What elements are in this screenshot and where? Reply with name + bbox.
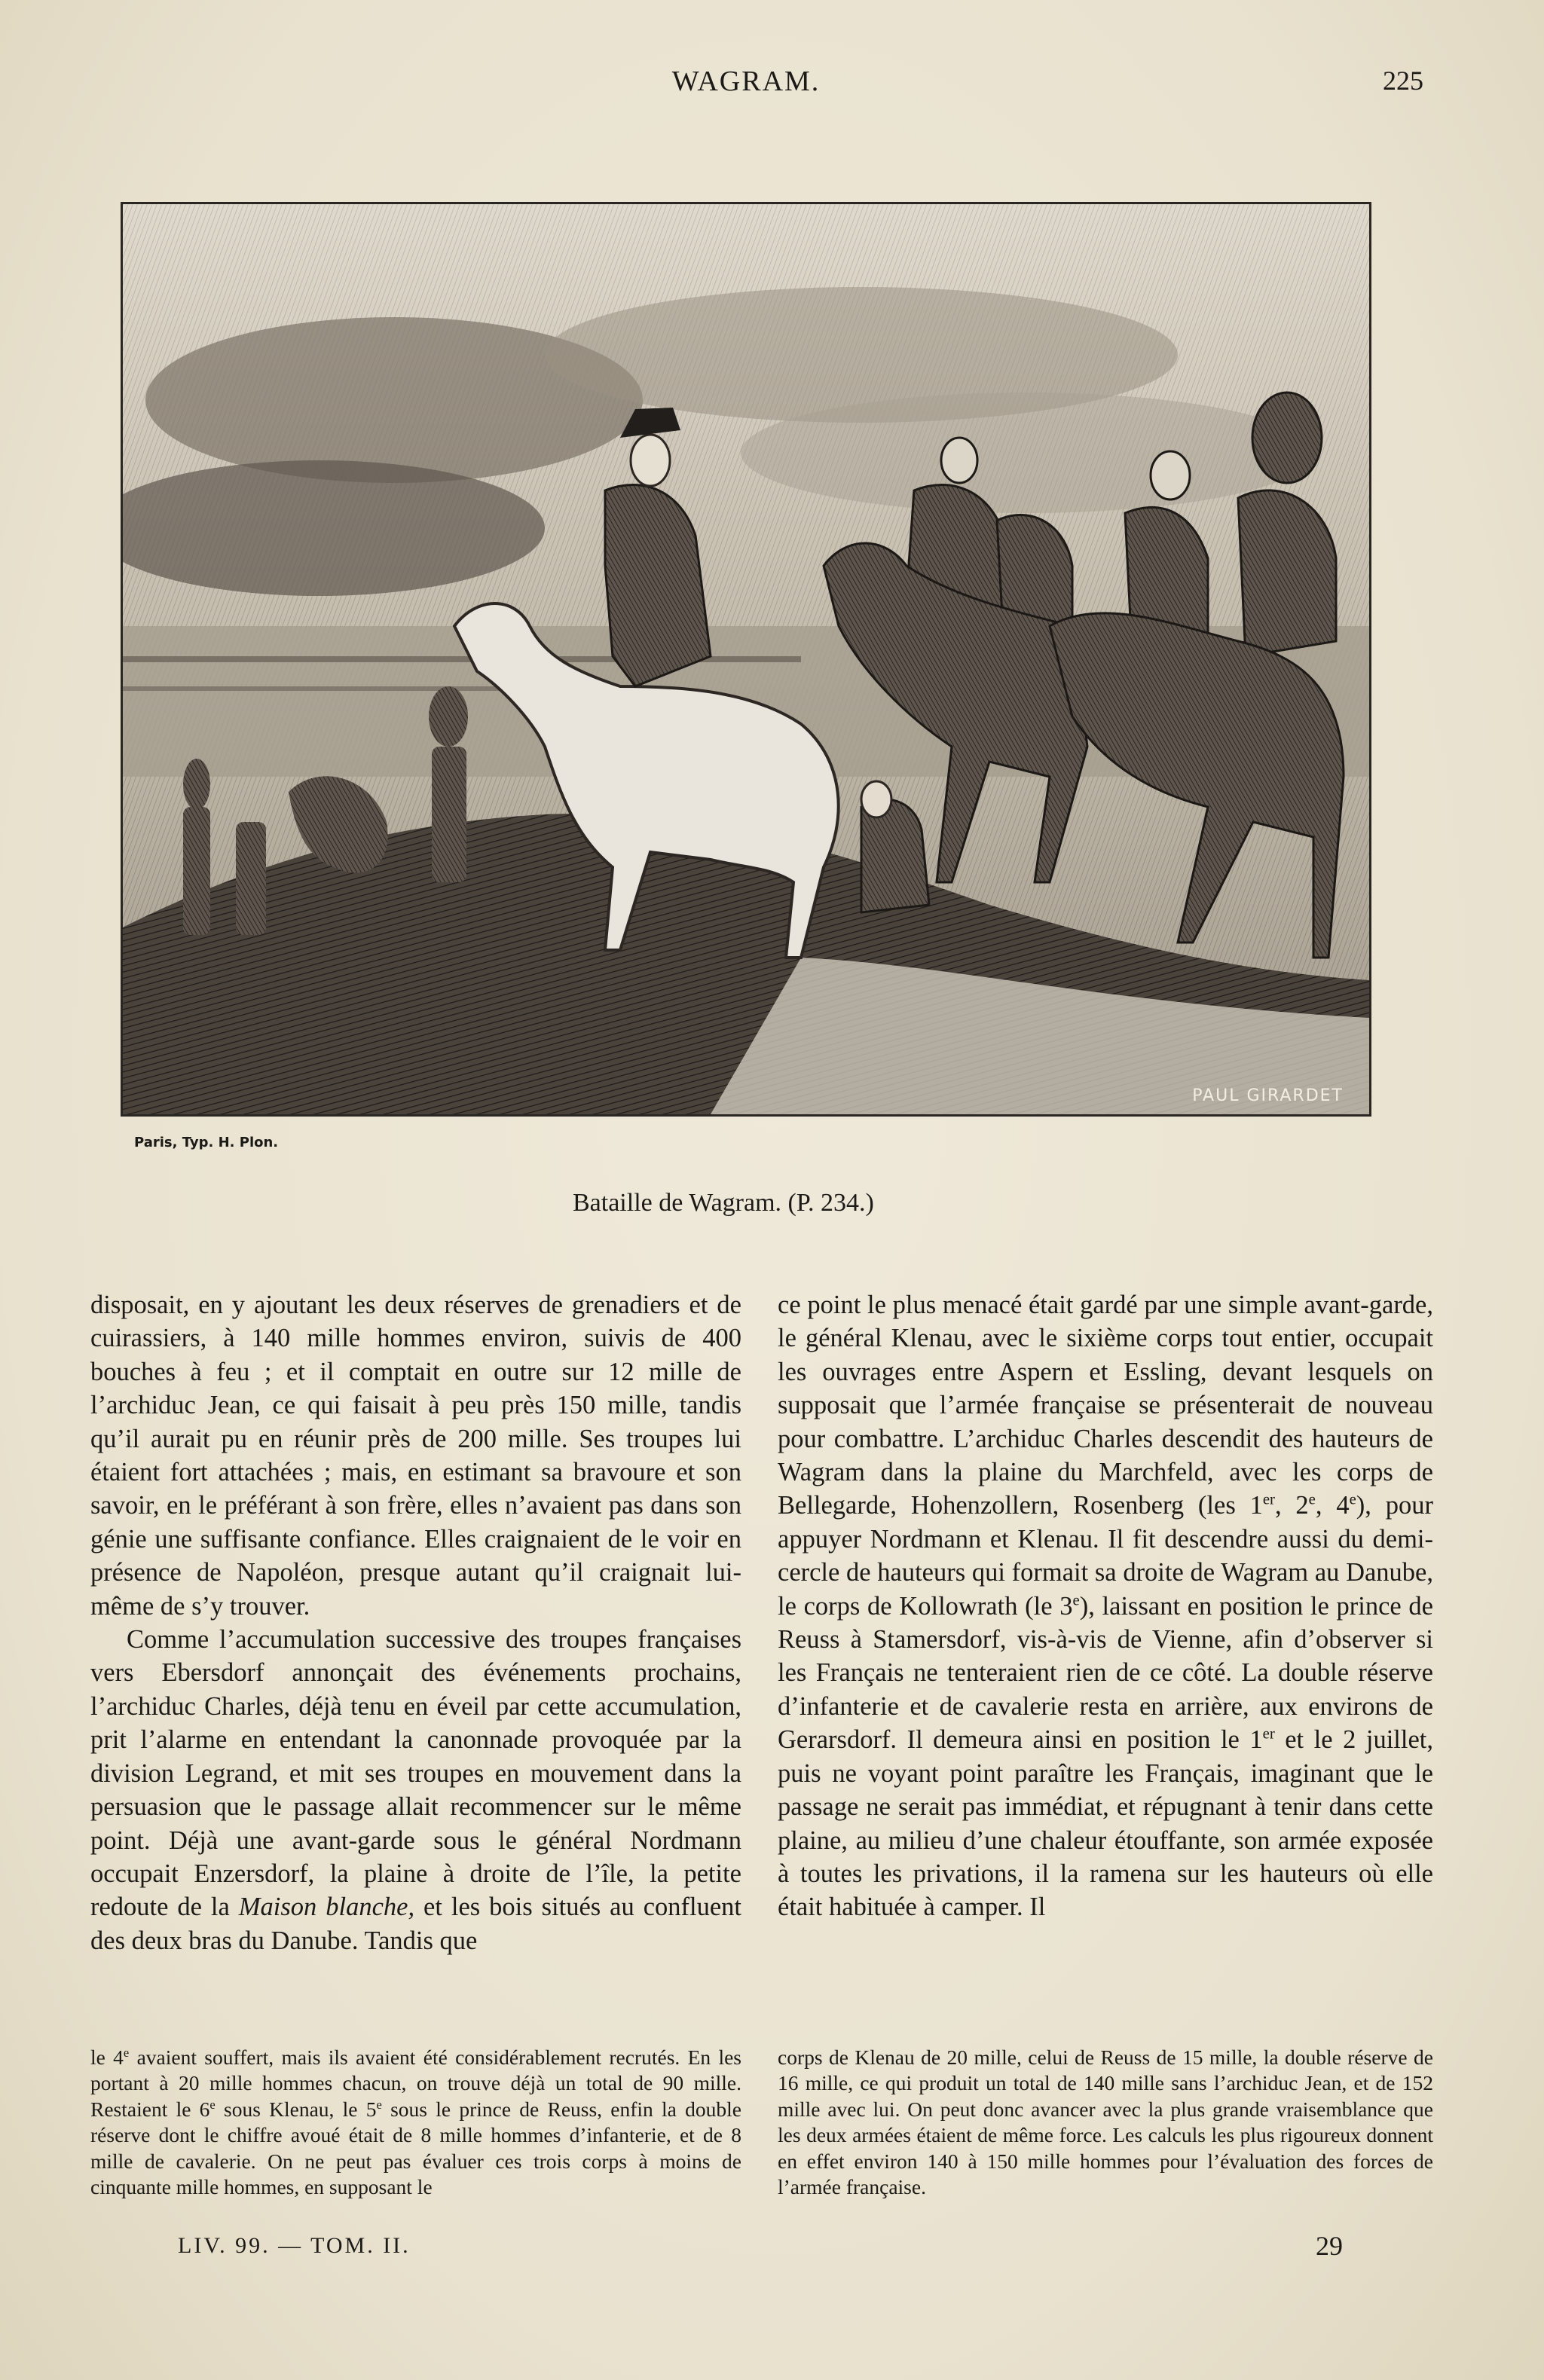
- battle-scene-drawing: [123, 204, 1369, 1114]
- footnote-text: sous Klenau, le 5: [215, 2097, 377, 2121]
- ordinal-superscript: e: [209, 2097, 216, 2112]
- footnote-left: [90, 2045, 741, 2200]
- body-column-left: [90, 1288, 741, 1957]
- signature-mark: LIV. 99. — TOM. II.: [178, 2233, 411, 2258]
- ordinal-superscript: er: [1262, 1725, 1275, 1743]
- ordinal-superscript: e: [1308, 1491, 1316, 1508]
- paragraph: disposait, en y ajoutant les deux réserves de grenadiers et de cuirassiers, à 140 mille hommes environ, suivis de 400 bouches à feu ; et il comptait en outre sur 12 mille de l’archiduc Jean, ce qui faisait à peu près 150 mille, tandis qu’il aurait pu en réunir près de 200 mille. Ses troupes lui étaient fort attachées ; mais, en estimant sa bravoure et son savoir, en le préférant à son frère, elles n’avaient pas dans son génie une suffisante confiance. Elles craignaient de le voir en présence de Napoléon, presque autant qu’il craignait lui-même de s’y trouver.: [90, 1291, 741, 1621]
- engraver-signature: PAUL GIRARDET: [1192, 1086, 1344, 1105]
- ordinal-superscript: e: [1349, 1491, 1356, 1508]
- footnote-text: le 4: [90, 2045, 124, 2069]
- running-head-title: WAGRAM.: [671, 66, 821, 97]
- ordinal-superscript: er: [1262, 1491, 1275, 1508]
- ordinal-superscript: e: [376, 2097, 382, 2112]
- paragraph-text: , 2: [1274, 1491, 1309, 1520]
- paragraph-text: ), pour appuyer Nordmann et Klenau. Il fit descendre aussi du demi-cercle de hauteurs qui formait sa droite de Wagram au Danube, le corps de Kollowrath (le 3: [778, 1491, 1433, 1621]
- ordinal-superscript: e: [123, 2045, 130, 2060]
- paragraph: [778, 1288, 1433, 1924]
- sheet-number: 29: [1316, 2231, 1343, 2261]
- paragraph: [90, 1623, 741, 1957]
- paragraph-text: , 4: [1315, 1491, 1350, 1520]
- paragraph-text: ), laissant en position le prince de Reuss à Stamersdorf, vis-à-vis de Vienne, afin d’observer si les Français ne tenteraient rien de ce côté. La double réserve d’infanterie et de cavalerie resta en arrière, aux environs de Gerarsdorf. Il demeura ainsi en position le 1: [778, 1591, 1433, 1755]
- paragraph-text: Comme l’accumulation successive des troupes françaises vers Ebersdorf annonçait des événements prochains, l’archiduc Charles, déjà tenu en éveil par cette accumulation, prit l’alarme en entendant la canonnade provoquée par la division Legrand, et mit ses troupes en mouvement dans la persuasion que le passage allait recommencer sur le même point. Déjà une avant-garde sous le général Nordmann occupait Enzersdorf, la plaine à droite de l’île, la petite redoute de la: [90, 1625, 741, 1922]
- italic-place-name: Maison blanche,: [238, 1893, 415, 1922]
- paragraph-text: ce point le plus menacé était gardé par une simple avant-garde, le général Klenau, avec le sixième corps tout entier, occupait les ouvrages entre Aspern et Essling, devant lesquels on supposait que l’armée française se présenterait de nouveau pour combattre. L’archiduc Charles descendit des hauteurs de Wagram dans la plaine du Marchfeld, avec les corps de Bellegarde, Hohenzollern, Rosenberg (les 1: [778, 1291, 1433, 1520]
- footnote-text: avaient souffert, mais ils avaient été considérablement recrutés. En les portant à 20 mille hommes chacun, on trouve déjà un total de 90 mille. Restaient le 6: [90, 2045, 741, 2121]
- illustration-caption: Bataille de Wagram. (P. 234.): [573, 1189, 874, 1217]
- footnote-right: corps de Klenau de 20 mille, celui de Reuss de 15 mille, la double réserve de 16 mille, ce qui produit un total de 140 mille sans l’archiduc Jean, et de 152 mille avec lui. On peut donc avancer avec la plus grande vraisemblance que les deux armées étaient de même force. Les calculs les plus rigoureux donnent en effet environ 140 à 150 mille hommes pour l’évaluation des forces de l’armée française.: [778, 2045, 1433, 2199]
- paragraph-text: et le 2 juillet, puis ne voyant point paraître les Français, imaginant que le passage ne serait pas immédiat, et répugnant à tenir dans cette plaine, au milieu d’une chaleur étouffante, son armée exposée à toutes les privations, il la ramena sur les hauteurs où elle était habituée à camper. Il: [778, 1725, 1433, 1922]
- engraving-illustration: [121, 202, 1371, 1117]
- page-number: 225: [1383, 66, 1423, 96]
- paragraph-text: et les bois situés au confluent des deux bras du Danube. Tandis que: [90, 1893, 741, 1955]
- ordinal-superscript: e: [1072, 1592, 1080, 1609]
- footnote-text: sous le prince de Reuss, enfin la double réserve dont le chiffre avoué était de 8 mille hommes d’infanterie, et de 8 mille de cavalerie. On ne peut pas évaluer ces trois corps à moins de cinquante mille hommes, en supposant le: [90, 2097, 741, 2199]
- body-column-right: [778, 1288, 1433, 1924]
- printer-mark: Paris, Typ. H. Plon.: [134, 1135, 279, 1150]
